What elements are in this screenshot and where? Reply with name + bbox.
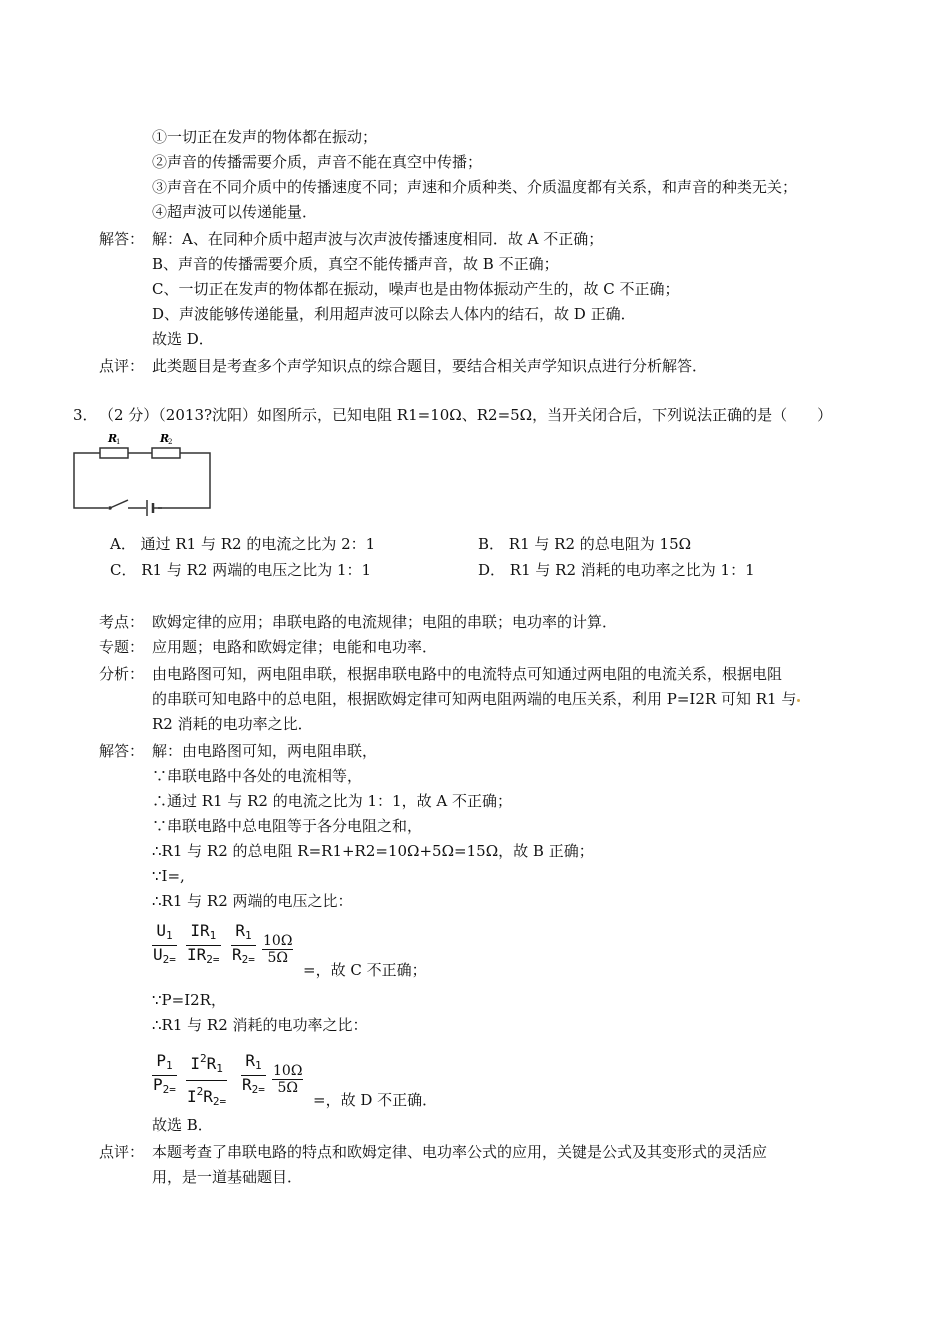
jieda-line: ∴R1 与 R2 消耗的电功率之比：	[152, 1016, 368, 1034]
point-1: ①一切正在发声的物体都在振动；	[152, 128, 378, 146]
jieda-label: 解答：	[99, 742, 145, 760]
formula2-conclusion: =，故 D 不正确．	[313, 1091, 438, 1109]
label-r1: R	[108, 432, 118, 445]
option-c[interactable]: C． R1 与 R2 两端的电压之比为 1：1	[110, 561, 372, 579]
label-r2: R	[160, 432, 170, 445]
label-r2-sub: 2	[168, 438, 173, 446]
fenxi-line: 由电路图可知，两电阻串联，根据串联电路中的电流特点可知通过两电阻的电流关系，根据电阻	[152, 665, 783, 683]
option-b[interactable]: B． R1 与 R2 的总电阻为 15Ω	[478, 535, 692, 553]
prev-answer-line: 故选 D．	[152, 330, 214, 348]
jieda-line: ∵P=I2R，	[152, 991, 226, 1009]
dianping-label: 点评：	[99, 1143, 145, 1161]
jieda-line: ∵串联电路中总电阻等于各分电阻之和，	[152, 817, 423, 835]
jieda-line: ∴R1 与 R2 的总电阻 R=R1+R2=10Ω+5Ω=15Ω，故 B 正确；	[152, 842, 594, 860]
kaodian-label: 考点：	[99, 613, 145, 631]
fraction-ir: $IR_1$ $IR_2=$	[187, 921, 220, 966]
jieda-line: 解：由电路图可知，两电阻串联，	[152, 742, 378, 760]
fraction-p: $P_1$ $P_2=$	[153, 1051, 176, 1096]
kaodian-text: 欧姆定律的应用；串联电路的电流规律；电阻的串联；电功率的计算．	[152, 613, 618, 631]
prev-review-text: 此类题目是考查多个声学知识点的综合题目，要结合相关声学知识点进行分析解答．	[152, 357, 708, 375]
prev-answer-line: C、一切正在发声的物体都在振动，噪声也是由物体振动产生的，故 C 不正确；	[152, 280, 680, 298]
circuit-diagram	[70, 430, 215, 520]
option-a[interactable]: A． 通过 R1 与 R2 的电流之比为 2：1	[110, 535, 376, 553]
prev-answer-line: 解：A、在同种介质中超声波与次声波传播速度相同．故 A 不正确；	[152, 230, 604, 248]
fraction-ohm: 10Ω 5Ω	[263, 933, 293, 966]
zhuanti-text: 应用题；电路和欧姆定律；电能和电功率．	[152, 638, 438, 656]
zhuanti-label: 专题：	[99, 638, 145, 656]
fraction-r: $R_1$ $R_2=$	[232, 921, 255, 966]
fraction-u: $U_1$ $U_2=$	[153, 921, 176, 966]
point-4: ④超声波可以传递能量．	[152, 203, 318, 221]
prev-answer-line: B、声音的传播需要介质，真空不能传播声音，故 B 不正确；	[152, 255, 559, 273]
point-2: ②声音的传播需要介质，声音不能在真空中传播；	[152, 153, 483, 171]
jieda-line: ∴通过 R1 与 R2 的电流之比为 1：1，故 A 不正确；	[152, 792, 512, 810]
jieda-line: ∵I=,	[152, 867, 185, 885]
resistor-r2	[152, 448, 180, 458]
jieda-line: ∵串联电路中各处的电流相等，	[152, 767, 363, 785]
prev-review-label: 点评：	[99, 357, 145, 375]
fraction-r: $R_1$ $R_2=$	[242, 1051, 265, 1096]
fraction-i2r: $I^2R_1$ $I^2R_2=$	[187, 1052, 227, 1108]
question-stem: （2 分）（2013?沈阳）如图所示，已知电阻 R1=10Ω、R2=5Ω，当开关闭合后，下列说法正确的是（ ）	[99, 406, 833, 424]
highlight-dot	[797, 699, 800, 702]
conclusion: 故选 B．	[152, 1116, 213, 1134]
option-d[interactable]: D． R1 与 R2 消耗的电功率之比为 1：1	[478, 561, 755, 579]
fraction-ohm: 10Ω 5Ω	[273, 1063, 303, 1096]
resistor-r1	[100, 448, 128, 458]
prev-answer-line: D、声波能够传递能量，利用超声波可以除去人体内的结石，故 D 正确．	[152, 305, 636, 323]
dianping-line: 本题考查了串联电路的特点和欧姆定律、电功率公式的应用，关键是公式及其变形式的灵活应	[152, 1143, 768, 1161]
label-r1-sub: 1	[116, 438, 121, 446]
jieda-line: ∴R1 与 R2 两端的电压之比：	[152, 892, 353, 910]
prev-answer-label: 解答：	[99, 230, 145, 248]
formula1-conclusion: =，故 C 不正确；	[303, 961, 427, 979]
fenxi-label: 分析：	[99, 665, 145, 683]
question-number: 3．	[73, 406, 98, 424]
fenxi-line: 的串联可知电路中的总电阻，根据欧姆定律可知两电阻两端的电压关系，利用 P=I2R 可知 R1 与	[152, 689, 801, 709]
fenxi-line: R2 消耗的电功率之比．	[152, 715, 313, 733]
dianping-line: 用，是一道基础题目．	[152, 1168, 303, 1186]
point-3: ③声音在不同介质中的传播速度不同；声速和介质种类、介质温度都有关系，和声音的种类无关；	[152, 178, 798, 196]
